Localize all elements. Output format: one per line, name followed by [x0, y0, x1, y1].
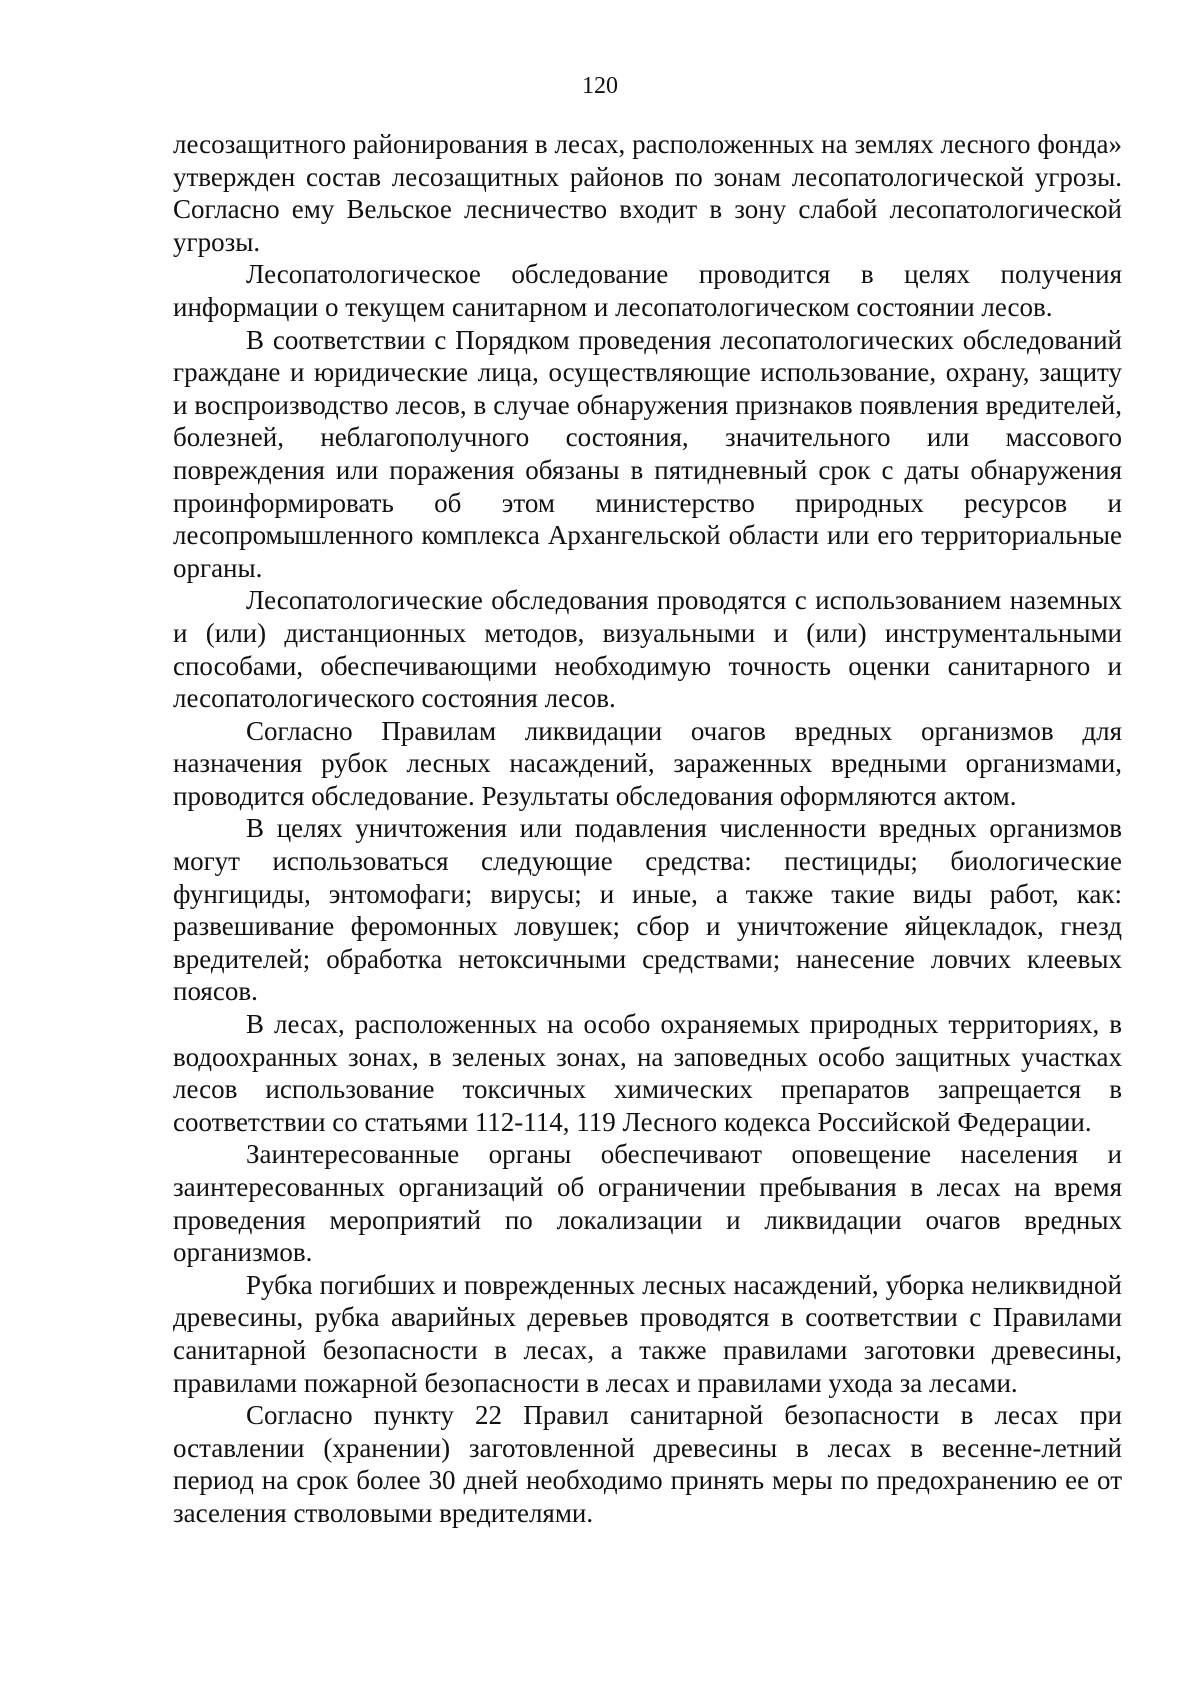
document-body [173, 128, 1122, 1530]
paragraph: В целях уничтожения или подавления численности вредных организмов могут использоваться следующие средства: пестициды; биологические фунгициды, энтомофаги; вирусы; и иные, а также такие виды работ, как: развешивание феромонных ловушек; сбор и уничтожение яйцекладок, гнезд вредителей; обработка нетоксичными средствами; нанесение ловчих клеевых поясов. [173, 813, 1122, 1007]
paragraph: Заинтересованные органы обеспечивают оповещение населения и заинтересованных организаций об ограничении пребывания в лесах на время проведения мероприятий по локализации и ликвидации очагов вредных организмов. [173, 1139, 1122, 1268]
paragraph: В лесах, расположенных на особо охраняемых природных территориях, в водоохранных зонах, в зеленых зонах, на заповедных особо защитных участках лесов использование токсичных химических препаратов запрещается в соответствии со статьями 112-114, 119 Лесного кодекса Российской Федерации. [173, 1009, 1122, 1137]
paragraph: Лесопатологическое обследование проводится в целях получения информации о текущем санитарном и лесопатологическом состоянии лесов. [173, 259, 1122, 322]
paragraph: Рубка погибших и поврежденных лесных насаждений, уборка неликвидной древесины, рубка аварийных деревьев проводятся в соответствии с Правилами санитарной безопасности в лесах, а также правилами заготовки древесины, правилами пожарной безопасности в лесах и правилами ухода за лесами. [173, 1269, 1122, 1398]
paragraph: Согласно пункту 22 Правил санитарной безопасности в лесах при оставлении (хранении) заготовленной древесины в лесах в весенне-летний период на срок более 30 дней необходимо принять меры по предохранению ее от заселения стволовыми вредителями. [173, 1400, 1122, 1528]
paragraph: лесозащитного районирования в лесах, расположенных на землях лесного фонда» утвержден состав лесозащитных районов по зонам лесопатологической угрозы. Согласно ему Вельское лесничество входит в зону слабой лесопатологической угрозы. [173, 129, 1122, 257]
paragraph: В соответствии с Порядком проведения лесопатологических обследований граждане и юридические лица, осуществляющие использование, охрану, защиту и воспроизводство лесов, в случае обнаружения признаков появления вредителей, болезней, неблагополучного состояния, значительного или массового повреждения или поражения обязаны в пятидневный срок с даты обнаружения проинформировать об этом министерство природных ресурсов и лесопромышленного комплекса Архангельской области или его территориальные органы. [173, 324, 1122, 583]
paragraph: Согласно Правилам ликвидации очагов вредных организмов для назначения рубок лесных насаждений, зараженных вредными организмами, проводится обследование. Результаты обследования оформляются актом. [173, 715, 1122, 811]
page-number: 120 [582, 73, 618, 99]
paragraph: Лесопатологические обследования проводятся с использованием наземных и (или) дистанционных методов, визуальными и (или) инструментальными способами, обеспечивающими необходимую точность оценки санитарного и лесопатологического состояния лесов. [173, 585, 1122, 714]
